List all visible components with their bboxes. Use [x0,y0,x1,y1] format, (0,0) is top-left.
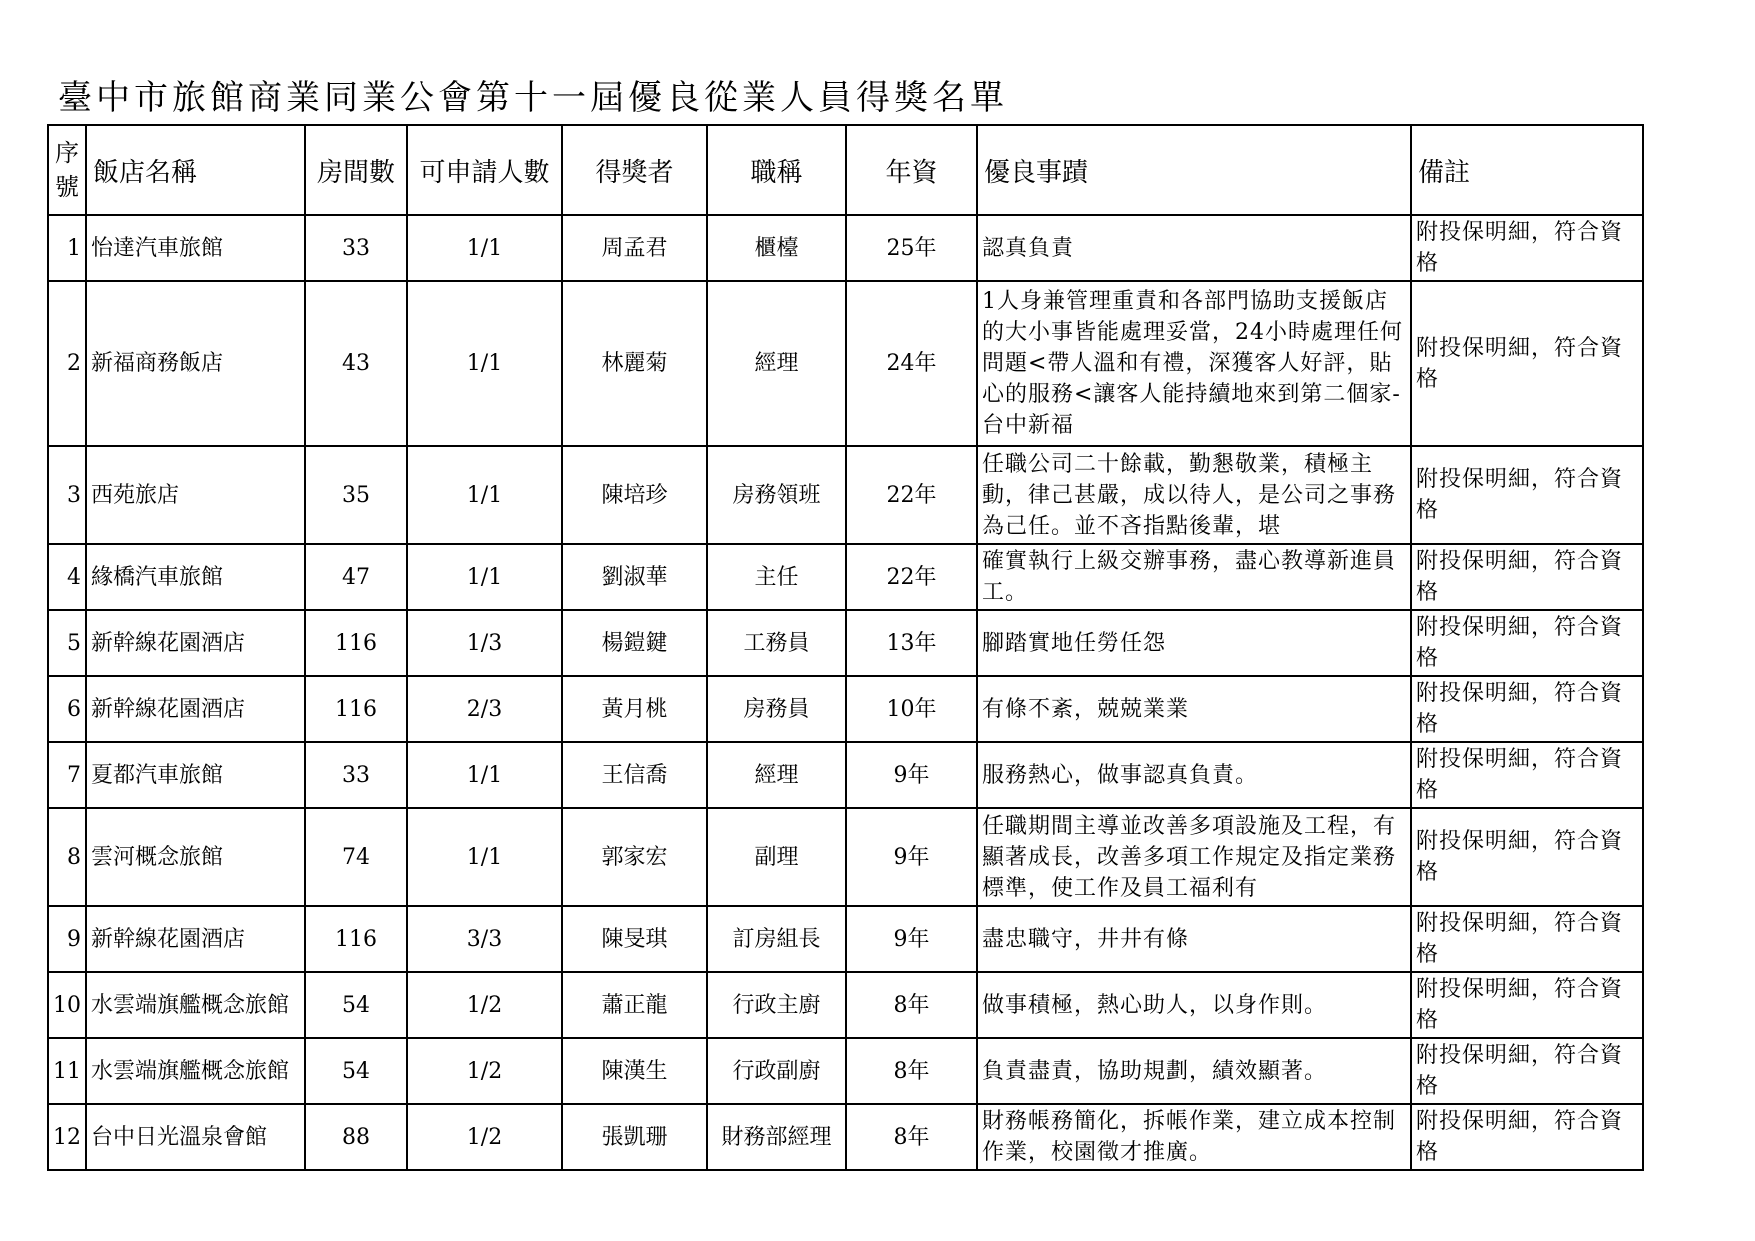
header-quota: 可申請人數 [407,125,562,215]
row-awardee-text: 陳培珍 [601,482,668,508]
row-merit [977,215,1411,281]
row-seniority [846,215,977,281]
row-rooms [305,446,407,544]
row-hotel [86,808,305,906]
row-hotel [86,610,305,676]
row-remark [1411,1104,1643,1170]
header-awardee: 得獎者 [562,125,707,215]
row-seniority-text: 25年 [886,235,937,261]
row-merit [977,906,1411,972]
row-awardee-text: 林麗菊 [601,351,668,376]
row-hotel-text: 水雲端旗艦概念旅館 [91,992,290,1018]
row-quota [407,610,562,676]
row-rooms [305,610,407,676]
row-remark-text: 附投保明細，符合資格 [1416,911,1624,967]
row-remark [1411,544,1643,610]
row-quota [407,906,562,972]
row-awardee [562,215,707,281]
table-row [48,281,1643,446]
table-row [48,676,1643,742]
row-quota-text: 1/1 [466,564,503,590]
row-hotel-text: 西苑旅店 [91,482,180,508]
row-seq-text: 5 [67,630,81,656]
table-row [48,742,1643,808]
row-merit-text: 有條不紊，兢兢業業 [982,696,1190,722]
row-position [707,281,846,446]
table-row [48,1104,1643,1170]
row-hotel-text: 新幹線花園酒店 [91,696,246,722]
row-rooms [305,742,407,808]
row-remark [1411,742,1643,808]
table-row [48,1038,1643,1104]
row-awardee [562,610,707,676]
row-position-text: 行政主廚 [732,992,821,1018]
row-awardee [562,281,707,446]
row-quota-text: 1/2 [466,1058,503,1084]
row-rooms [305,281,407,446]
row-hotel [86,446,305,544]
row-merit-text: 確實執行上級交辦事務，盡心教導新進員工。 [982,549,1397,605]
row-seq [48,1104,86,1170]
row-position-text: 櫃檯 [754,235,799,261]
row-rooms-text: 116 [335,696,377,722]
row-merit-text: 負責盡責，協助規劃，績效顯著。 [982,1058,1328,1084]
row-hotel [86,1104,305,1170]
row-rooms [305,808,407,906]
row-quota [407,281,562,446]
row-seq-text: 6 [67,696,81,722]
row-seniority-text: 24年 [886,351,937,376]
row-seniority-text: 22年 [886,564,937,590]
row-seq-text: 12 [53,1124,81,1150]
row-rooms-text: 47 [342,564,370,590]
row-awardee [562,544,707,610]
row-hotel [86,742,305,808]
row-rooms [305,1038,407,1104]
row-rooms-text: 43 [342,351,370,376]
row-seq [48,446,86,544]
row-quota-text: 1/1 [466,351,503,376]
row-hotel-text: 新幹線花園酒店 [91,926,246,952]
row-awardee [562,1104,707,1170]
row-merit-text: 1人身兼管理重責和各部門協助支援飯店的大小事皆能處理妥當，24小時處理任何問題<帶人溫和有禮，深獲客人好評，貼心的服務<讓客人能持續地來到第二個家-台中新福 [982,289,1403,438]
row-seq [48,906,86,972]
row-seq-text: 9 [67,926,81,952]
row-seniority [846,446,977,544]
row-merit [977,972,1411,1038]
row-seq-text: 3 [67,482,81,508]
row-quota [407,972,562,1038]
row-position-text: 財務部經理 [721,1124,832,1150]
row-position [707,742,846,808]
row-position [707,906,846,972]
row-quota-text: 1/1 [466,482,503,508]
row-rooms-text: 116 [335,926,377,952]
row-merit-text: 服務熱心，做事認真負責。 [982,762,1259,788]
row-remark [1411,808,1643,906]
row-quota [407,446,562,544]
row-remark [1411,281,1643,446]
row-hotel-text: 新福商務飯店 [91,351,224,376]
row-seniority [846,676,977,742]
row-rooms-text: 33 [342,235,370,261]
row-merit [977,1104,1411,1170]
row-awardee [562,808,707,906]
row-awardee-text: 劉淑華 [601,564,668,590]
row-seniority [846,1038,977,1104]
row-merit [977,742,1411,808]
row-seq-text: 7 [67,762,81,788]
row-remark-text: 附投保明細，符合資格 [1416,549,1624,605]
award-table [47,124,1644,1171]
row-position [707,808,846,906]
row-awardee-text: 周孟君 [601,235,668,261]
row-awardee-text: 郭家宏 [601,844,668,870]
table-row [48,215,1643,281]
row-position-text: 訂房組長 [732,926,821,952]
row-seq-text: 4 [67,564,81,590]
row-rooms-text: 54 [342,1058,370,1084]
row-seniority-text: 10年 [886,696,937,722]
row-rooms [305,906,407,972]
row-seq-text: 8 [67,844,81,870]
row-seq-text: 1 [67,235,81,261]
row-position-text: 經理 [754,351,799,376]
row-remark-text: 附投保明細，符合資格 [1416,977,1624,1033]
row-rooms-text: 88 [342,1124,370,1150]
row-seniority-text: 9年 [893,926,930,952]
row-quota-text: 3/3 [466,926,503,952]
row-awardee-text: 陳旻琪 [601,926,668,952]
row-remark [1411,906,1643,972]
row-rooms [305,972,407,1038]
row-merit [977,676,1411,742]
row-quota-text: 1/1 [466,235,503,261]
row-seniority-text: 13年 [886,630,937,656]
table-row [48,446,1643,544]
row-hotel-text: 台中日光溫泉會館 [91,1124,268,1150]
table-row [48,972,1643,1038]
row-rooms-text: 116 [335,630,377,656]
row-position-text: 房務員 [743,696,810,722]
row-remark [1411,610,1643,676]
row-seq [48,676,86,742]
row-seniority-text: 9年 [893,762,930,788]
row-quota [407,742,562,808]
row-rooms-text: 35 [342,482,370,508]
row-rooms [305,215,407,281]
row-awardee-text: 蕭正龍 [601,992,668,1018]
row-merit [977,281,1411,446]
row-position [707,215,846,281]
header-seq: 序號 [48,125,86,215]
row-awardee [562,446,707,544]
row-quota-text: 2/3 [466,696,503,722]
row-awardee-text: 張凱珊 [601,1124,668,1150]
row-remark [1411,215,1643,281]
table-row [48,906,1643,972]
header-seniority: 年資 [846,125,977,215]
row-hotel-text: 雲河概念旅館 [91,844,224,870]
header-hotel: 飯店名稱 [86,125,305,215]
row-quota [407,1104,562,1170]
row-seq [48,215,86,281]
row-position-text: 行政副廚 [732,1058,821,1084]
row-hotel [86,215,305,281]
row-seniority [846,544,977,610]
row-position [707,1104,846,1170]
row-seq [48,742,86,808]
row-quota [407,808,562,906]
row-quota-text: 1/1 [466,762,503,788]
row-seniority [846,906,977,972]
row-position [707,676,846,742]
row-hotel-text: 水雲端旗艦概念旅館 [91,1058,290,1084]
row-remark-text: 附投保明細，符合資格 [1416,1043,1624,1099]
row-seq [48,1038,86,1104]
row-merit [977,1038,1411,1104]
row-seq-text: 2 [67,351,81,376]
row-seniority [846,1104,977,1170]
row-awardee-text: 陳漢生 [601,1058,668,1084]
row-merit-text: 任職期間主導並改善多項設施及工程，有顯著成長，改善多項工作規定及指定業務標準，使工作及員工福利有 [982,813,1397,901]
row-position [707,972,846,1038]
row-seq [48,544,86,610]
row-position-text: 主任 [754,564,799,590]
row-quota-text: 1/3 [466,630,503,656]
row-position-text: 工務員 [743,630,810,656]
row-merit [977,544,1411,610]
row-merit-text: 任職公司二十餘載，勤懇敬業，積極主動，律己甚嚴，成以待人，是公司之事務為己任。並不吝指點後輩，堪 [982,451,1397,539]
row-position [707,610,846,676]
row-hotel [86,906,305,972]
award-rows [48,215,1643,1170]
row-seniority-text: 8年 [893,1058,930,1084]
row-hotel [86,1038,305,1104]
row-seniority [846,808,977,906]
row-merit-text: 腳踏實地任勞任怨 [982,630,1167,656]
row-seq [48,610,86,676]
table-row [48,544,1643,610]
row-position [707,1038,846,1104]
row-awardee-text: 黃月桃 [601,696,668,722]
row-remark [1411,1038,1643,1104]
row-remark-text: 附投保明細，符合資格 [1416,747,1624,803]
row-hotel [86,972,305,1038]
row-seniority [846,610,977,676]
row-remark-text: 附投保明細，符合資格 [1416,335,1624,392]
row-remark [1411,446,1643,544]
row-remark-text: 附投保明細，符合資格 [1416,467,1624,523]
row-awardee [562,972,707,1038]
row-remark [1411,676,1643,742]
row-hotel-text: 怡達汽車旅館 [91,235,224,261]
row-merit-text: 財務帳務簡化，拆帳作業，建立成本控制作業，校園徵才推廣。 [982,1109,1397,1165]
row-awardee [562,742,707,808]
row-rooms-text: 33 [342,762,370,788]
row-remark-text: 附投保明細，符合資格 [1416,220,1624,276]
page-title: 臺中市旅館商業同業公會第十一屆優良從業人員得獎名單 [58,78,1008,118]
row-seniority [846,281,977,446]
table-row [48,610,1643,676]
row-seq-text: 10 [53,992,81,1018]
row-remark-text: 附投保明細，符合資格 [1416,829,1624,885]
row-quota-text: 1/2 [466,1124,503,1150]
row-awardee-text: 楊鎧鍵 [601,630,668,656]
row-merit [977,610,1411,676]
row-awardee [562,1038,707,1104]
row-merit [977,446,1411,544]
header-rooms: 房間數 [305,125,407,215]
table-row [48,808,1643,906]
row-quota [407,215,562,281]
row-remark-text: 附投保明細，符合資格 [1416,681,1624,737]
row-rooms [305,676,407,742]
row-merit-text: 做事積極，熱心助人，以身作則。 [982,992,1328,1018]
row-hotel-text: 緣橋汽車旅館 [91,564,224,590]
row-rooms [305,544,407,610]
row-awardee [562,676,707,742]
row-seq [48,281,86,446]
row-merit-text: 認真負責 [982,235,1075,261]
row-seq-text: 11 [53,1058,81,1084]
header-position: 職稱 [707,125,846,215]
row-seniority-text: 8年 [893,1124,930,1150]
row-rooms-text: 54 [342,992,370,1018]
header-merit: 優良事蹟 [977,125,1411,215]
row-seniority-text: 9年 [893,844,930,870]
row-seniority [846,742,977,808]
row-position-text: 房務領班 [732,482,821,508]
row-quota [407,676,562,742]
row-seq [48,972,86,1038]
row-hotel [86,544,305,610]
row-remark [1411,972,1643,1038]
row-seniority-text: 8年 [893,992,930,1018]
row-position [707,544,846,610]
row-position [707,446,846,544]
header-remark: 備註 [1411,125,1643,215]
row-position-text: 副理 [754,844,799,870]
row-rooms [305,1104,407,1170]
row-seniority [846,972,977,1038]
row-quota-text: 1/1 [466,844,503,870]
row-quota [407,544,562,610]
row-quota [407,1038,562,1104]
row-hotel-text: 夏都汽車旅館 [91,762,224,788]
header-row [48,125,1643,215]
row-merit [977,808,1411,906]
row-rooms-text: 74 [342,844,370,870]
row-quota-text: 1/2 [466,992,503,1018]
row-remark-text: 附投保明細，符合資格 [1416,1109,1624,1165]
row-seniority-text: 22年 [886,482,937,508]
row-remark-text: 附投保明細，符合資格 [1416,615,1624,671]
row-awardee-text: 王信喬 [601,762,668,788]
row-hotel [86,281,305,446]
row-position-text: 經理 [754,762,799,788]
row-awardee [562,906,707,972]
row-merit-text: 盡忠職守，井井有條 [982,926,1190,952]
row-hotel [86,676,305,742]
row-hotel-text: 新幹線花園酒店 [91,630,246,656]
row-seq [48,808,86,906]
